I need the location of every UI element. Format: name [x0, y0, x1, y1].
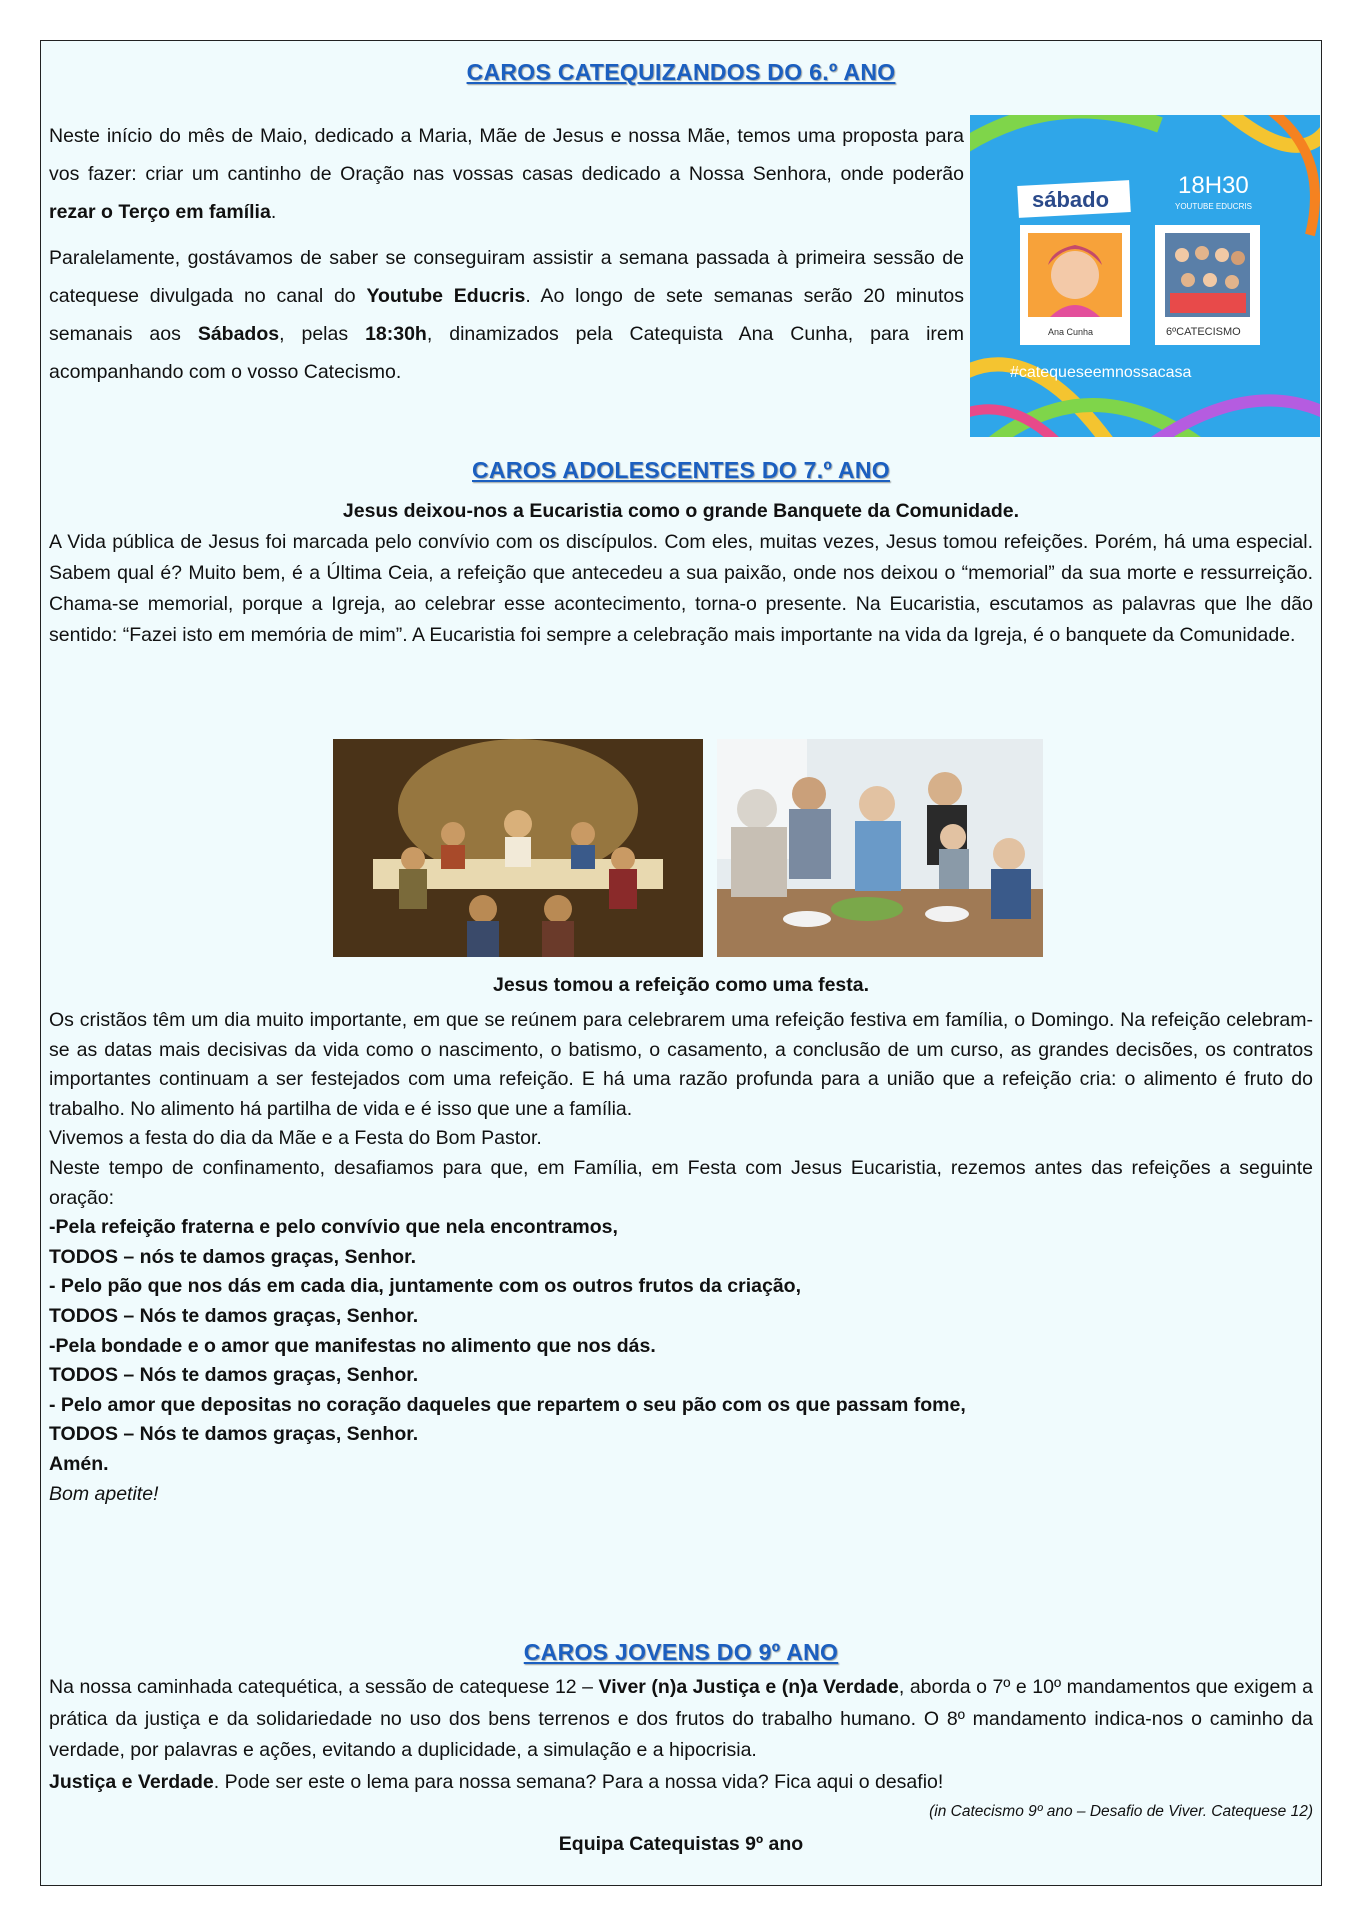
- newsletter-frame: [40, 40, 1322, 1886]
- promo-day-label: sábado: [1032, 187, 1110, 212]
- family-meal-photo: [717, 739, 1043, 957]
- paragraph: Neste tempo de confinamento, desafiamos para que, em Família, em Festa com Jesus Eucaristia, rezemos antes das refeições a seguinte oração:: [49, 1156, 1313, 1209]
- prayer-line: -Pela refeição fraterna e pelo convívio que nela encontramos,: [49, 1216, 618, 1239]
- prayer-line: -Pela bondade e o amor que manifestas no alimento que nos dás.: [49, 1334, 656, 1357]
- promo-hashtag: #catequeseemnossacasa: [1010, 364, 1192, 381]
- paragraph: A Vida pública de Jesus foi marcada pelo convívio com os discípulos. Com eles, muitas vezes, Jesus tomou refeições. Porém, há uma especial. Sabem qual é? Muito bem, é a Última Ceia, a refeição que antecedeu a sua paixão, onde nos deixou o “memorial” da sua morte e ressurreição. Chama-se memorial, porque a Igreja, ao celebrar esse acontecimento, torna-o presente. Na Eucaristia, escutamos as palavras que lhe dão sentido: “Fazei isto em memória de mim”. A Eucaristia foi sempre a celebração mais importante na vida da Igreja, é o banquete da Comunidade.: [49, 531, 1313, 646]
- paragraph: Paralelamente, gostávamos de saber se conseguiram assistir a semana passada à primeira sessão de catequese divulgada no canal do Youtube Educris. Ao longo de sete semanas serão 20 minutos semanais aos Sábados, pelas 18:30h, dinamizados pela Catequista Ana Cunha, para irem acompanhando com o vosso Catecismo.: [49, 247, 965, 383]
- paragraph: Na nossa caminhada catequética, a sessão de catequese 12 – Viver (n)a Justiça e (n)a Verdade, aborda o 7º e 10º mandamentos que exigem a prática da justiça e da solidariedade no uso dos bens terrenos e dos frutos do trabalho humano. O 8º mandamento indica-nos o caminho da verdade, por palavras e ações, evitando a duplicidade, a simulação e a hipocrisia.: [49, 1676, 1313, 1761]
- section-7th-year-text: [49, 496, 1313, 651]
- section-7th-year: [49, 457, 1313, 651]
- last-supper-painting: [333, 739, 703, 957]
- promo-right-caption: 6ºCATECISMO: [1166, 326, 1241, 338]
- paragraph: Vivemos a festa do dia da Mãe e a Festa do Bom Pastor.: [49, 1127, 542, 1150]
- prayer-line: TODOS – nós te damos graças, Senhor.: [49, 1245, 417, 1268]
- section-title-7th-year: CAROS ADOLESCENTES DO 7.º ANO: [472, 457, 890, 483]
- section-meal-celebration: [49, 964, 1313, 1509]
- prayer-line: Amén.: [49, 1452, 109, 1475]
- source-citation: (in Catecismo 9º ano – Desafio de Viver. Catequese 12): [929, 1803, 1313, 1820]
- promo-time-label: 18H30: [1178, 172, 1249, 199]
- closing-line: Bom apetite!: [49, 1482, 159, 1505]
- paragraph: Neste início do mês de Maio, dedicado a Maria, Mãe de Jesus e nossa Mãe, temos uma proposta para vos fazer: criar um cantinho de Oração nas vossas casas dedicado a Nossa Senhora, onde poderão rezar o Terço em família.: [49, 125, 964, 223]
- section-subtitle: Jesus deixou-nos a Eucaristia como o grande Banquete da Comunidade.: [342, 500, 1020, 522]
- prayer-line: TODOS – Nós te damos graças, Senhor.: [49, 1364, 419, 1387]
- section-subtitle: Jesus tomou a refeição como uma festa.: [492, 974, 870, 996]
- section-9th-year: [49, 1639, 1313, 1862]
- promo-time-sublabel: YOUTUBE EDUCRIS: [1175, 202, 1252, 211]
- promo-left-caption: Ana Cunha: [1048, 327, 1094, 337]
- section-6th-year: [49, 59, 1313, 383]
- prayer-line: TODOS – Nós te damos graças, Senhor.: [49, 1423, 419, 1446]
- section-6th-year-text: [49, 117, 964, 391]
- paragraph: Justiça e Verdade. Pode ser este o lema para nossa semana? Para a nossa vida? Fica aqui o desafio!: [49, 1770, 944, 1793]
- prayer: [49, 1213, 1313, 1479]
- prayer-line: - Pelo pão que nos dás em cada dia, juntamente com os outros frutos da criação,: [49, 1275, 802, 1298]
- section-title-9th-year: CAROS JOVENS DO 9º ANO: [523, 1639, 839, 1665]
- prayer-line: TODOS – Nós te damos graças, Senhor.: [49, 1304, 419, 1327]
- paragraph: Os cristãos têm um dia muito importante, em que se reúnem para celebrarem uma refeição festiva em família, o Domingo. Na refeição celebram-se as datas mais decisivas da vida como o nascimento, o batismo, o casamento, a conclusão de um curso, as grandes decisões, os contratos importantes continuam a ser festejados com uma refeição. E há uma razão profunda para a união que a refeição cria: o alimento é fruto do trabalho. No alimento há partilha de vida e é isso que une a família.: [49, 1009, 1313, 1120]
- prayer-line: - Pelo amor que depositas no coração daqueles que repartem o seu pão com os que passam fome,: [49, 1393, 966, 1416]
- images-row: [333, 739, 1043, 957]
- catechesis-promo-image: [970, 115, 1320, 437]
- signature: Equipa Catequistas 9º ano: [558, 1833, 804, 1855]
- section-title-6th-year: CAROS CATEQUIZANDOS DO 6.º ANO: [466, 59, 896, 85]
- promo-artwork: [970, 115, 1320, 437]
